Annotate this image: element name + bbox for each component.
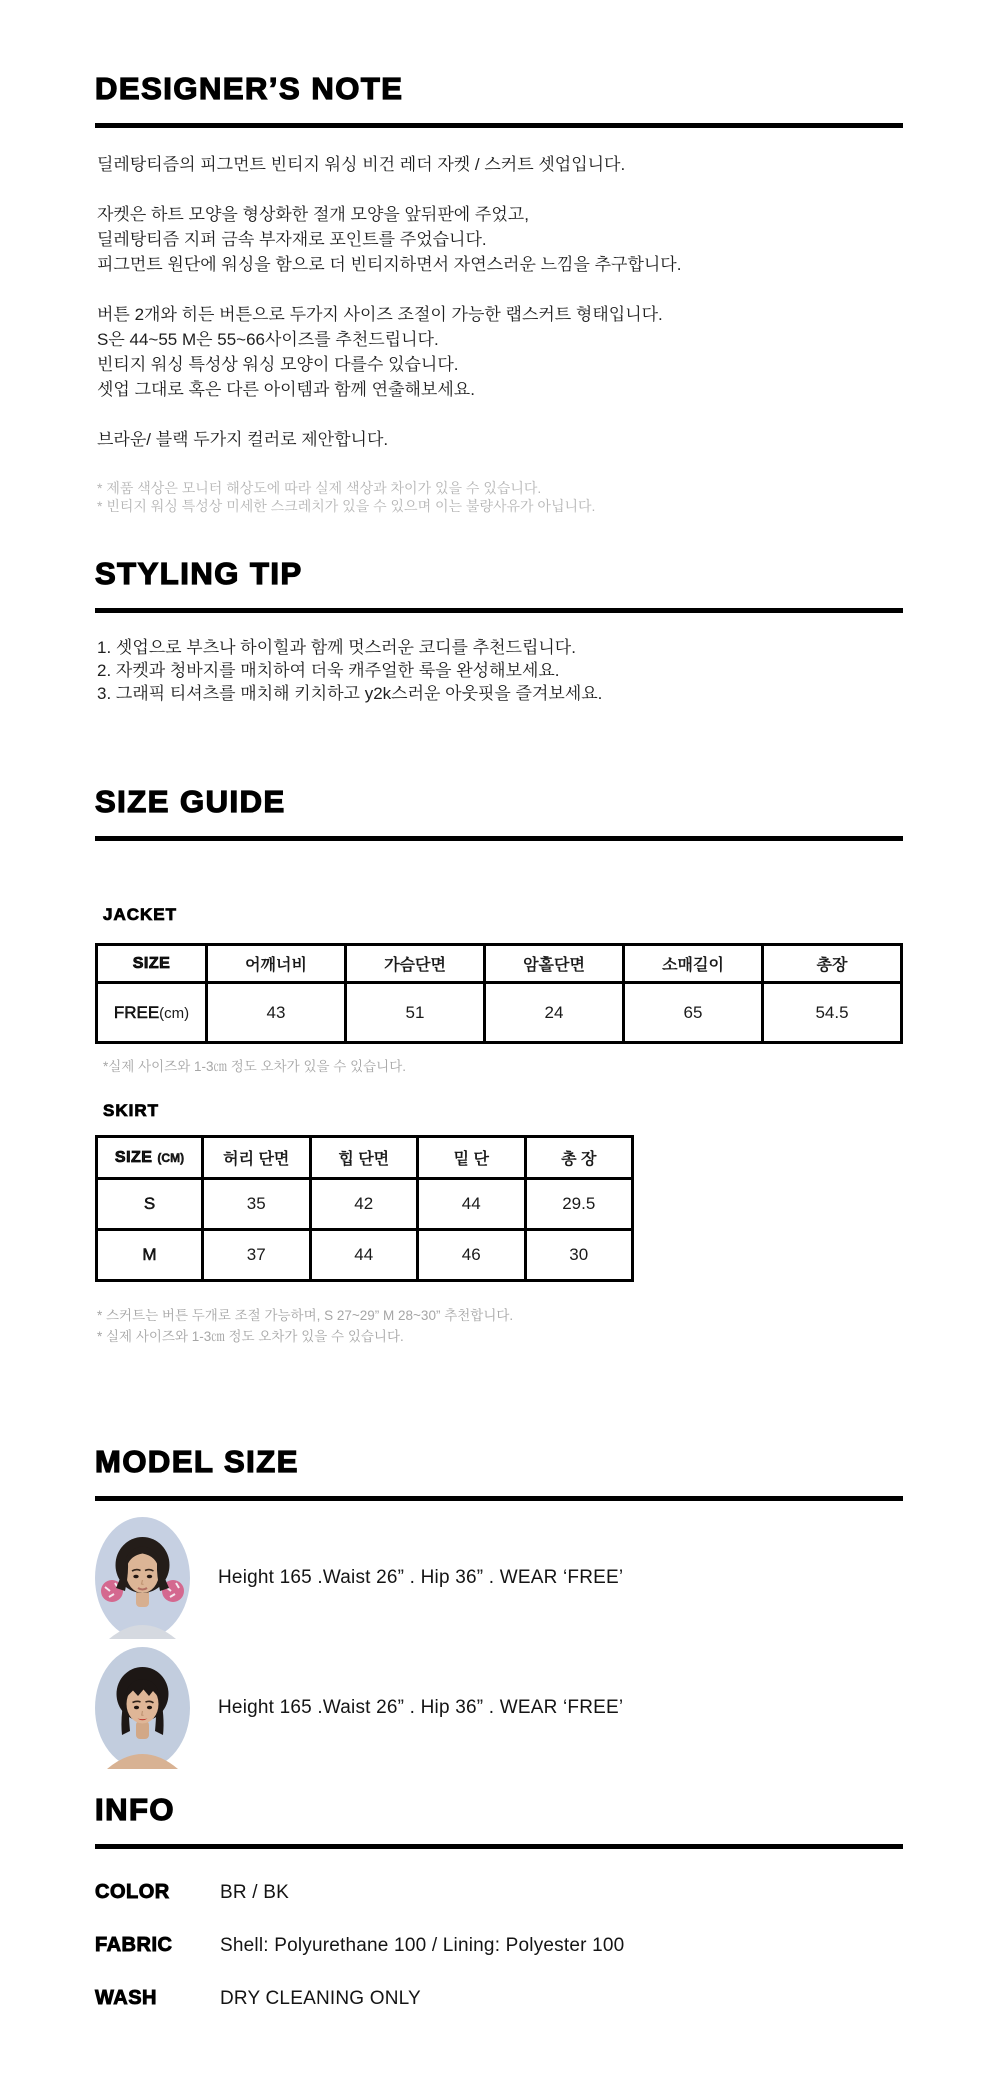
- size-table-row: [97, 1230, 633, 1281]
- size-row-label: M: [97, 1230, 203, 1281]
- size-column-header: SIZE: [97, 945, 207, 983]
- unit-suffix: (cm): [159, 1004, 190, 1022]
- measure-value: 43: [207, 983, 346, 1043]
- measure-value: 42: [310, 1179, 418, 1230]
- info-value: Shell: Polyurethane 100 / Lining: Polyester 100: [220, 1935, 625, 1956]
- info-label: WASH: [95, 1987, 157, 2009]
- skirt-size-notes: * 스커트는 버튼 두개로 조절 가능하며, S 27~29” M 28~30” 추천합니다. * 실제 사이즈와 1-3㎝ 정도 오차가 있을 수 있습니다.: [97, 1308, 514, 1344]
- measure-value: 54.5: [763, 983, 902, 1043]
- measure-value: 51: [346, 983, 485, 1043]
- unit-suffix: (CM): [157, 1150, 185, 1165]
- disclaimer-note: * 제품 색상은 모니터 해상도에 따라 실제 색상과 차이가 있을 수 있습니다. * 빈티지 워싱 특성상 미세한 스크레치가 있을 수 있으며 이는 불량사유가 아닙니다.: [97, 480, 596, 514]
- measure-value: 65: [624, 983, 763, 1043]
- model-avatar: [95, 1647, 190, 1769]
- size-table-row: [97, 983, 902, 1043]
- model-size-section: [95, 1445, 903, 1769]
- skirt-size-table: [95, 1135, 634, 1282]
- measure-value: 29.5: [525, 1179, 633, 1230]
- jacket-size-table: [95, 943, 903, 1044]
- measure-column-header: 밑 단: [418, 1137, 526, 1179]
- measure-column-header: 가슴단면: [346, 945, 485, 983]
- model-row: [95, 1647, 903, 1769]
- info-value: BR / BK: [220, 1882, 289, 1903]
- model-spec-text: Height 165 .Waist 26” . Hip 36” . WEAR ‘FREE’: [218, 1567, 624, 1588]
- designers-note-title: DESIGNER’S NOTE: [95, 71, 404, 106]
- info-rows: [95, 1881, 903, 2010]
- body-paragraph: 자켓은 하트 모양을 형상화한 절개 모양을 앞뒤판에 주었고, 딜레탕티즘 지퍼 금속 부자재로 포인트를 주었습니다. 피그먼트 원단에 워싱을 함으로 더 빈티지하면서 자연스러운 느낌을 추구합니다.: [97, 205, 682, 274]
- model-spec-text: Height 165 .Waist 26” . Hip 36” . WEAR ‘FREE’: [218, 1697, 624, 1718]
- measure-column-header: 암홀단면: [485, 945, 624, 983]
- body-paragraph: 버튼 2개와 히든 버튼으로 두가지 사이즈 조절이 가능한 랩스커트 형태입니다. S은 44~55 M은 55~66사이즈를 추천드립니다. 빈티지 워싱 특성상 워싱 모양이 다를수 있습니다. 셋업 그대로 혹은 다른 아이템과 함께 연출해보세요.: [97, 305, 663, 399]
- styling-tip-list: 1. 셋업으로 부츠나 하이힐과 함께 멋스러운 코디를 추천드립니다. 2. 자켓과 청바지를 매치하여 더욱 캐주얼한 룩을 완성해보세요. 3. 그래픽 티셔츠를 매치해 키치하고 y2k스러운 아웃핏을 즐겨보세요.: [97, 638, 603, 703]
- measure-value: 24: [485, 983, 624, 1043]
- size-table-header-row: [97, 945, 902, 983]
- styling-tip-title: STYLING TIP: [95, 556, 303, 591]
- info-row-wash: [95, 1987, 903, 2010]
- divider-rule: [95, 1496, 903, 1501]
- measure-value: 35: [203, 1179, 311, 1230]
- jacket-table-label: JACKET: [103, 905, 178, 924]
- styling-tip-section: [95, 557, 903, 705]
- info-value: DRY CLEANING ONLY: [220, 1988, 421, 2009]
- measure-column-header: 힙 단면: [310, 1137, 418, 1179]
- model-avatar: [95, 1517, 190, 1639]
- skirt-table-label: SKIRT: [103, 1101, 159, 1120]
- size-row-label: FREE(cm): [97, 983, 207, 1043]
- jacket-size-note: *실제 사이즈와 1-3㎝ 정도 오차가 있을 수 있습니다.: [103, 1059, 407, 1074]
- model-row: [95, 1517, 903, 1639]
- info-title: INFO: [95, 1792, 176, 1827]
- size-row-label: S: [97, 1179, 203, 1230]
- measure-value: 37: [203, 1230, 311, 1281]
- body-paragraph: 딜레탕티즘의 피그먼트 빈티지 워싱 비건 레더 자켓 / 스커트 셋업입니다.: [97, 155, 626, 174]
- model-portrait-icon: [95, 1517, 190, 1639]
- measure-column-header: 총 장: [525, 1137, 633, 1179]
- measure-value: 46: [418, 1230, 526, 1281]
- product-detail-content: [95, 0, 903, 2010]
- size-guide-section: [95, 785, 903, 1347]
- info-label: FABRIC: [95, 1934, 173, 1956]
- size-guide-title: SIZE GUIDE: [95, 784, 286, 819]
- model-size-title: MODEL SIZE: [95, 1444, 299, 1479]
- measure-column-header: 총장: [763, 945, 902, 983]
- size-table-row: [97, 1179, 633, 1230]
- divider-rule: [95, 123, 903, 128]
- model-portrait-icon: [95, 1647, 190, 1769]
- info-row-color: [95, 1881, 903, 1904]
- info-label: COLOR: [95, 1881, 170, 1903]
- body-paragraph: 브라운/ 블랙 두가지 컬러로 제안합니다.: [97, 430, 389, 449]
- info-row-fabric: [95, 1934, 903, 1957]
- measure-column-header: 소매길이: [624, 945, 763, 983]
- size-table-header-row: [97, 1137, 633, 1179]
- divider-rule: [95, 608, 903, 613]
- measure-value: 30: [525, 1230, 633, 1281]
- divider-rule: [95, 1844, 903, 1849]
- size-column-header: SIZE (CM): [97, 1137, 203, 1179]
- measure-column-header: 어깨너비: [207, 945, 346, 983]
- measure-value: 44: [310, 1230, 418, 1281]
- measure-value: 44: [418, 1179, 526, 1230]
- measure-column-header: 허리 단면: [203, 1137, 311, 1179]
- designers-note-section: [95, 72, 903, 515]
- divider-rule: [95, 836, 903, 841]
- info-section: [95, 1793, 903, 2010]
